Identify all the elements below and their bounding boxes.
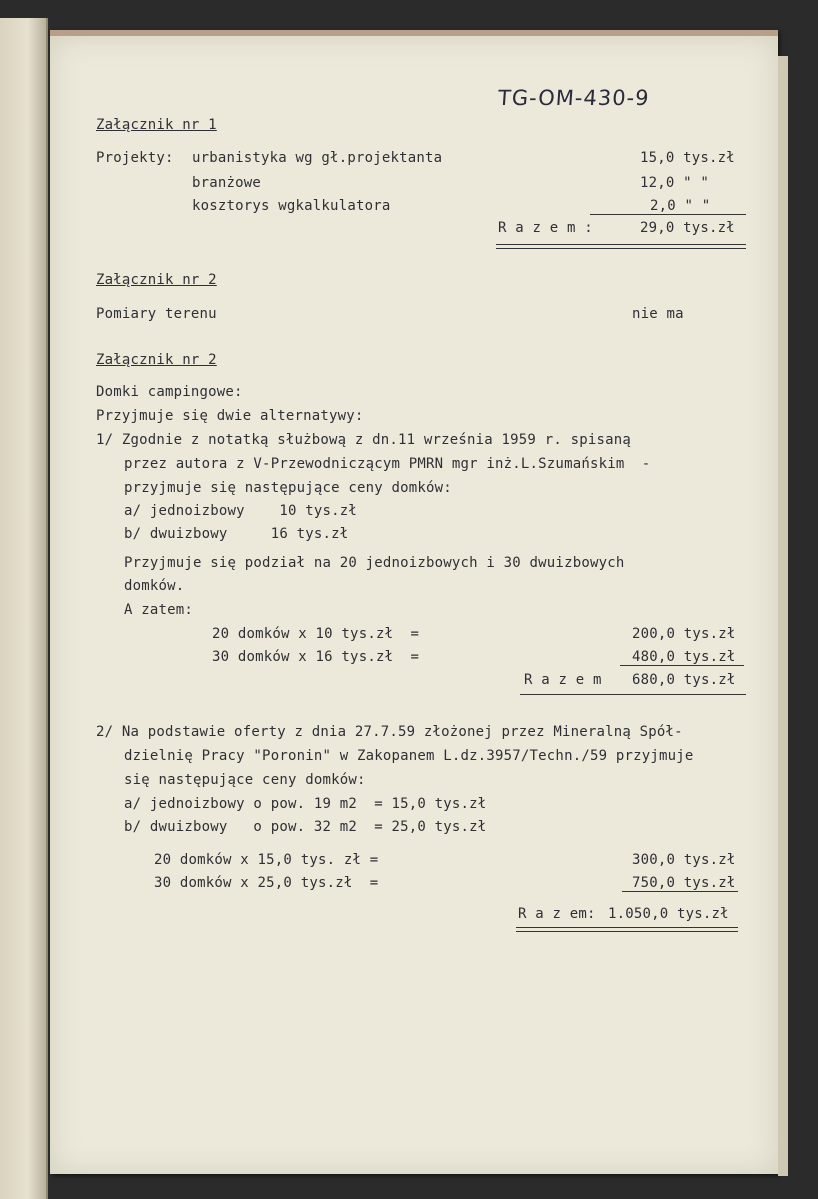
option-1-price-a: a/ jednoizbowy 10 tys.zł bbox=[124, 503, 357, 519]
option-2-total-rule-bottom bbox=[516, 931, 738, 932]
option-1-total-rule bbox=[520, 694, 746, 695]
total-double-rule-bottom bbox=[496, 248, 746, 249]
option-1-line-6: A zatem: bbox=[124, 602, 194, 618]
option-2-line-2: dzielnię Pracy "Poronin" w Zakopanem L.dz.3957/Techn./59 przyjmuje bbox=[124, 748, 694, 764]
option-2-price-b: b/ dwuizbowy o pow. 32 m2 = 25,0 tys.zł bbox=[124, 819, 487, 835]
reference-number: TG-OM-430-9 bbox=[497, 86, 651, 110]
project-row-3-value: 2,0 " " bbox=[650, 198, 711, 214]
option-1-calc-1-value: 200,0 tys.zł bbox=[632, 626, 736, 642]
option-2-calc-2: 30 domków x 25,0 tys.zł = bbox=[154, 875, 379, 891]
campsite-heading: Domki campingowe: bbox=[96, 384, 243, 400]
option-1-line-2: przez autora z V-Przewodniczącym PMRN mgr inż.L.Szumańskim - bbox=[124, 456, 651, 472]
option-2-calc-1-value: 300,0 tys.zł bbox=[632, 852, 736, 868]
option-1-calc-2: 30 domków x 16 tys.zł = bbox=[212, 649, 420, 665]
option-1-line-4: Przyjmuje się podział na 20 jednoizbowych i 30 dwuizbowych bbox=[124, 555, 625, 571]
option-1-calc-2-value: 480,0 tys.zł bbox=[632, 649, 736, 665]
option-2-total-value: 1.050,0 tys.zł bbox=[608, 906, 729, 922]
option-2-total-rule-top bbox=[516, 927, 738, 928]
projects-label: Projekty: bbox=[96, 150, 174, 166]
project-row-3-name: kosztorys wgkalkulatora bbox=[192, 198, 391, 214]
survey-value: nie ma bbox=[632, 306, 684, 322]
option-2-price-a: a/ jednoizbowy o pow. 19 m2 = 15,0 tys.zł bbox=[124, 796, 487, 812]
option-2-calc-2-value: 750,0 tys.zł bbox=[632, 875, 736, 891]
attachment-1-title: Załącznik nr 1 bbox=[96, 117, 217, 133]
project-row-2-value: 12,0 " " bbox=[640, 175, 710, 191]
alternatives-line: Przyjmuje się dwie alternatywy: bbox=[96, 408, 364, 424]
total-value: 29,0 tys.zł bbox=[640, 220, 735, 236]
adjacent-page-edge bbox=[0, 18, 48, 1199]
survey-label: Pomiary terenu bbox=[96, 306, 217, 322]
option-1-line-5: domków. bbox=[124, 578, 185, 594]
option-1-sum-rule bbox=[620, 665, 744, 666]
option-2-calc-1: 20 domków x 15,0 tys. zł = bbox=[154, 852, 379, 868]
option-2-sum-rule bbox=[622, 891, 738, 892]
option-2-total-label: R a z em: bbox=[518, 906, 596, 922]
option-1-total-value: 680,0 tys.zł bbox=[632, 672, 736, 688]
project-row-1-name: urbanistyka wg gł.projektanta bbox=[192, 150, 443, 166]
option-1-line-3: przyjmuje się następujące ceny domków: bbox=[124, 480, 452, 496]
total-double-rule-top bbox=[496, 244, 746, 245]
sum-rule bbox=[590, 214, 746, 215]
attachment-3-title: Załącznik nr 2 bbox=[96, 352, 217, 368]
attachment-2-title: Załącznik nr 2 bbox=[96, 272, 217, 288]
option-2-line-3: się następujące ceny domków: bbox=[124, 772, 366, 788]
option-1-calc-1: 20 domków x 10 tys.zł = bbox=[212, 626, 420, 642]
total-label: R a z e m : bbox=[498, 220, 593, 236]
document-page bbox=[50, 30, 778, 1174]
option-2-line-1: 2/ Na podstawie oferty z dnia 27.7.59 złożonej przez Mineralną Spół- bbox=[96, 724, 683, 740]
option-1-price-b: b/ dwuizbowy 16 tys.zł bbox=[124, 526, 349, 542]
option-1-total-label: R a z e m bbox=[524, 672, 602, 688]
project-row-1-value: 15,0 tys.zł bbox=[640, 150, 735, 166]
project-row-2-name: branżowe bbox=[192, 175, 262, 191]
option-1-line-1: 1/ Zgodnie z notatką służbową z dn.11 września 1959 r. spisaną bbox=[96, 432, 631, 448]
